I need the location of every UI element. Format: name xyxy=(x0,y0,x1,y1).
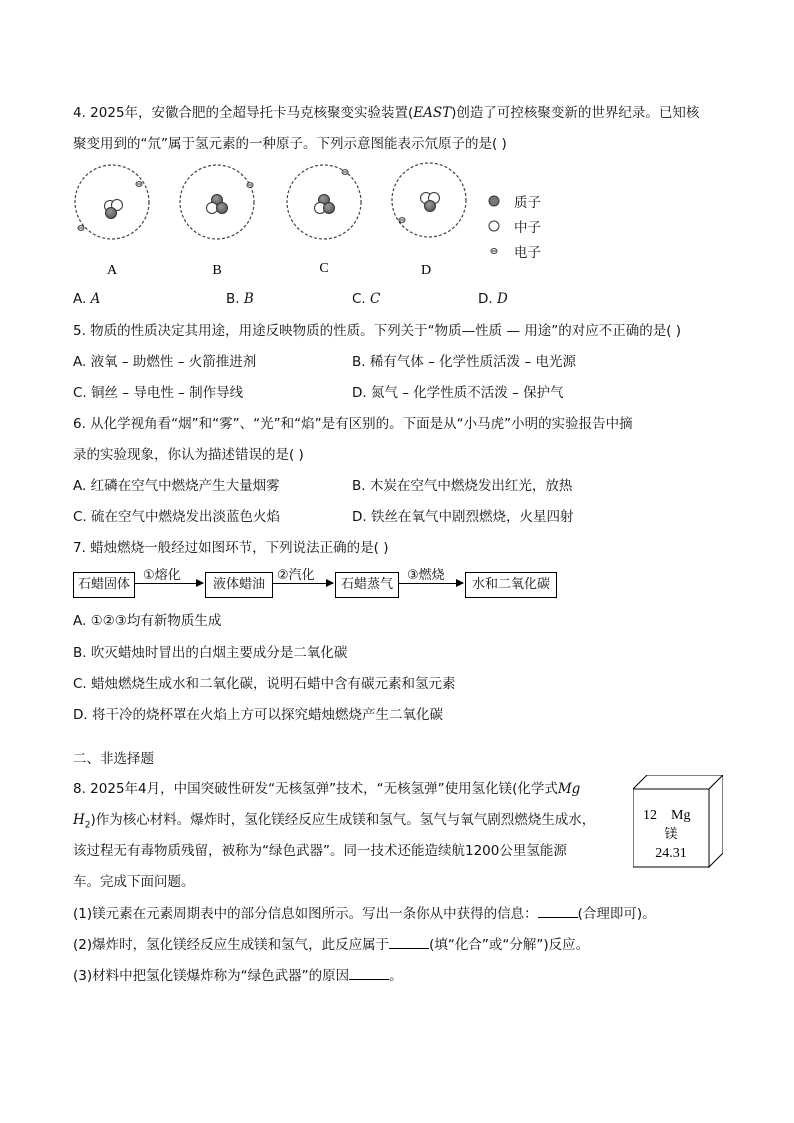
atom-diagram-d xyxy=(392,163,466,237)
q7-option-c[interactable]: C. 蜡烛燃烧生成水和二氧化碳，说明石蜡中含有碳元素和氢元素 xyxy=(73,676,456,692)
legend-electron: 电子 xyxy=(488,238,541,263)
answer-blank-2[interactable] xyxy=(389,934,429,949)
q5-option-d[interactable]: D. 氮气 – 化学性质不活泼 – 保护气 xyxy=(352,385,564,401)
electron-icon xyxy=(488,245,500,257)
flow-step-melt: ①熔化 xyxy=(143,568,181,583)
flow-step-vaporize: ②汽化 xyxy=(277,568,315,583)
q4-stem-line1: 4. 2025年，安徽合肥的全超导托卡马克核聚变实验装置(EAST)创造了可控核聚变新的世界纪录。已知核 xyxy=(73,105,700,121)
q8-line3: 该过程无有毒物质残留，被称为“绿色武器”。同一技术还能造续航1200公里氢能源 xyxy=(73,843,567,859)
atom-diagram-b xyxy=(180,165,254,239)
atom-diagram-a xyxy=(75,165,149,239)
atom-legend xyxy=(488,188,541,263)
candle-process-flow xyxy=(73,566,573,602)
q7-option-a[interactable]: A. ①②③均有新物质生成 xyxy=(73,613,222,629)
q4-option-c[interactable]: C. C xyxy=(352,291,381,307)
answer-blank-3[interactable] xyxy=(349,965,389,980)
element-atomic-number: 12 xyxy=(643,808,657,823)
magnesium-element-cell xyxy=(633,775,723,870)
q5-option-b[interactable]: B. 稀有气体 – 化学性质活泼 – 电光源 xyxy=(352,354,577,370)
diagram-label-d: D xyxy=(420,263,432,278)
q7-option-d[interactable]: D. 将干冷的烧杯罩在火焰上方可以探究蜡烛燃烧产生二氧化碳 xyxy=(73,707,443,723)
q6-option-a[interactable]: A. 红磷在空气中燃烧产生大量烟雾 xyxy=(73,478,280,494)
atom-diagram-c xyxy=(287,165,361,239)
q8-line2: $H_2$)作为核心材料。爆炸时，氢化镁经反应生成镁和氢气。氢气与氧气剧烈燃烧生成水， xyxy=(73,812,596,831)
q6-stem-line2: 录的实验现象，你认为描述错误的是( ) xyxy=(73,447,304,463)
flow-arrow-3 xyxy=(399,583,463,584)
q6-option-c[interactable]: C. 硫在空气中燃烧发出淡蓝色火焰 xyxy=(73,509,281,525)
q7-stem: 7. 蜡烛燃烧一般经过如图环节，下列说法正确的是( ) xyxy=(73,540,389,556)
q5-option-a[interactable]: A. 液氧 – 助燃性 – 火箭推进剂 xyxy=(73,354,257,370)
diagram-label-c: C xyxy=(319,261,329,276)
answer-blank-1[interactable] xyxy=(538,903,578,918)
legend-neutron: 中子 xyxy=(488,213,541,238)
flow-box-solid-wax: 石蜡固体 xyxy=(73,572,135,598)
q5-option-c[interactable]: C. 铜丝 – 导电性 – 制作导线 xyxy=(73,385,244,401)
q8-line1: 8. 2025年4月，中国突破性研发“无核氢弹”技术，“无核氢弹”使用氢化镁(化学式Mg xyxy=(73,781,581,797)
proton-icon xyxy=(488,195,500,207)
flow-box-water-co2: 水和二氧化碳 xyxy=(465,572,557,598)
q5-stem: 5. 物质的性质决定其用途，用途反映物质的性质。下列关于“物质—性质 — 用途”的对应不正确的是( ) xyxy=(73,323,682,339)
q8-sub3: (3)材料中把氢化镁爆炸称为“绿色武器”的原因 。 xyxy=(73,965,403,986)
q4-stem-line2: 聚变用到的“氘”属于氢元素的一种原子。下列示意图能表示氘原子的是( ) xyxy=(73,136,507,152)
q8-sub1: (1)镁元素在元素周期表中的部分信息如图所示。写出一条你从中获得的信息： (合理即可)。 xyxy=(73,903,656,924)
q6-stem-line1: 6. 从化学视角看“烟”和“雾”、“光”和“焰”是有区别的。下面是从“小马虎”小明的实验报告中摘 xyxy=(73,416,633,432)
legend-proton: 质子 xyxy=(488,188,541,213)
flow-arrow-2 xyxy=(273,583,333,584)
flow-arrow-1 xyxy=(135,583,203,584)
q6-option-b[interactable]: B. 木炭在空气中燃烧发出红光，放热 xyxy=(352,478,573,494)
q8-line4: 车。完成下面问题。 xyxy=(73,874,195,890)
flow-box-liquid-wax: 液体蜡油 xyxy=(205,572,273,598)
q7-option-b[interactable]: B. 吹灭蜡烛时冒出的白烟主要成分是二氧化碳 xyxy=(73,645,348,661)
diagram-label-b: B xyxy=(212,263,222,278)
diagram-label-a: A xyxy=(106,263,118,278)
q4-option-a[interactable]: A. A xyxy=(73,291,101,307)
q4-option-d[interactable]: D. D xyxy=(478,291,508,307)
flow-step-burn: ③燃烧 xyxy=(407,568,445,583)
neutron-icon xyxy=(488,220,500,232)
q8-sub2: (2)爆炸时，氢化镁经反应生成镁和氢气，此反应属于 (填“化合”或“分解”)反应。 xyxy=(73,934,589,955)
element-symbol: Mg xyxy=(671,808,691,823)
element-mass: 24.31 xyxy=(655,846,687,861)
section-heading: 二、非选择题 xyxy=(73,751,154,767)
q4-option-b[interactable]: B. B xyxy=(226,291,254,307)
flow-box-wax-vapor: 石蜡蒸气 xyxy=(335,572,399,598)
element-name: 镁 xyxy=(664,827,678,842)
q6-option-d[interactable]: D. 铁丝在氧气中剧烈燃烧，火星四射 xyxy=(352,509,574,525)
